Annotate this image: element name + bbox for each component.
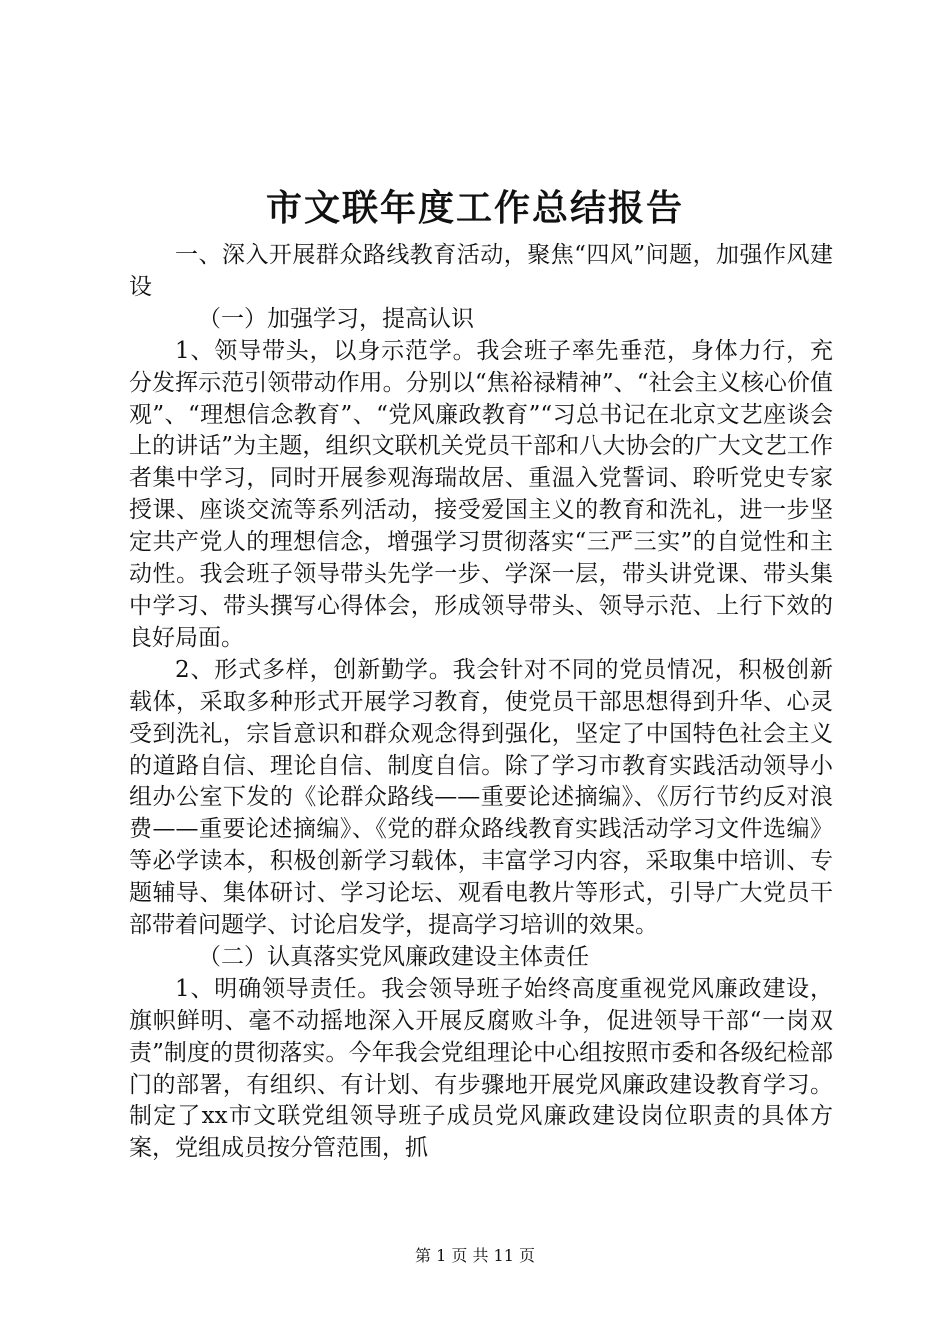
paragraph-1: 1、领导带头，以身示范学。我会班子率先垂范，身体力行，充分发挥示范引领带动作用。分别以“焦裕禄精神”、“社会主义核心价值观”、“理想信念教育”、“党风廉政教育”“习总书记在北京文艺座谈会上的讲话”为主题，组织文联机关党员干部和八大协会的广大文艺工作者集中学习，同时开展参观海瑞故居、重温入党誓词、聆听党史专家授课、座谈交流等系列活动，接受爱国主义的教育和洗礼，进一步坚定共产党人的理想信念，增强学习贯彻落实“三严三实”的自觉性和主动性。我会班子领导带头先学一步、学深一层，带头讲党课、带头集中学习、带头撰写心得体会，形成领导带头、领导示范、上行下效的良好局面。 <box>129 337 833 651</box>
paragraph-2: 2、形式多样，创新勤学。我会针对不同的党员情况，积极创新载体，采取多种形式开展学习教育，使党员干部思想得到升华、心灵受到洗礼，宗旨意识和群众观念得到强化，坚定了中国特色社会主义的道路自信、理论自信、制度自信。除了学习市教育实践活动领导小组办公室下发的《论群众路线——重要论述摘编》、《厉行节约反对浪费——重要论述摘编》、《党的群众路线教育实践活动学习文件选编》等必学读本，积极创新学习载体，丰富学习内容，采取集中培训、专题辅导、集体研讨、学习论坛、观看电教片等形式，引导广大党员干部带着问题学、讨论启发学，提高学习培训的效果。 <box>129 656 833 939</box>
page-footer: 第 1 页 共 11 页 <box>415 1246 535 1265</box>
subsection-heading-1: （一）加强学习，提高认识 <box>198 305 474 332</box>
document-title: 市文联年度工作总结报告 <box>265 187 684 229</box>
document-body <box>129 240 833 1165</box>
section-heading-1: 一、深入开展群众路线教育活动，聚焦“四风”问题，加强作风建设 <box>129 242 833 300</box>
subsection-heading-2: （二）认真落实党风廉政建设主体责任 <box>198 943 589 970</box>
paragraph-3: 1、明确领导责任。我会领导班子始终高度重视党风廉政建设，旗帜鲜明、毫不动摇地深入开展反腐败斗争，促进领导干部“一岗双责”制度的贯彻落实。今年我会党组理论中心组按照市委和各级纪检部门的部署，有组织、有计划、有步骤地开展党风廉政建设教育学习。制定了xx市文联党组领导班子成员党风廉政建设岗位职责的具体方案，党组成员按分管范围，抓 <box>129 975 833 1162</box>
